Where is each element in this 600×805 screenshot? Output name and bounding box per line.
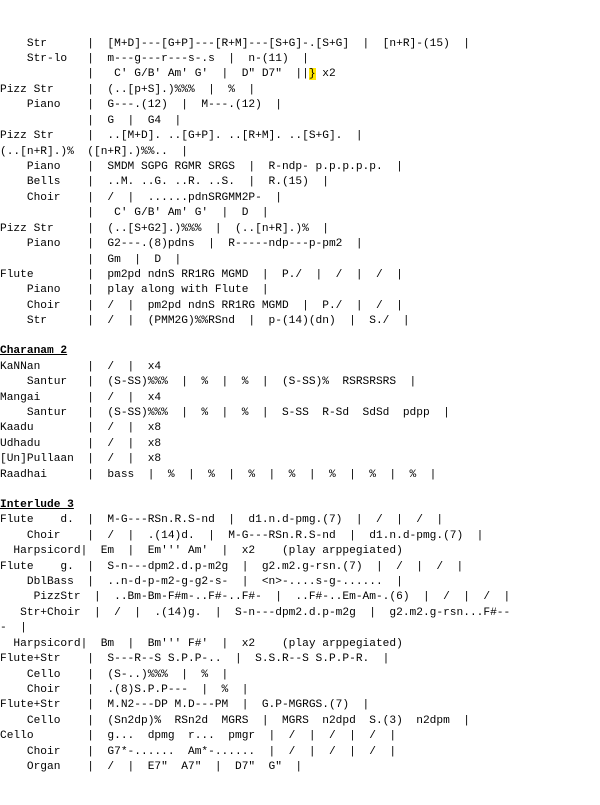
intro-line-with-highlight [0,68,336,81]
interlude-line: Str+Choir | / | .(14)g. | S-n---dpm2.d.p-m2g | g2.m2.g-rsn...F#-- [0,607,511,619]
interlude-line: Cello | g... dpmg r... pmgr | / | / | / | [0,730,397,742]
interlude-line: Flute g. | S-n---dpm2.d.p-m2g | g2.m2.g-rsn.(7) | / | / | [0,561,464,573]
intro-line: | Gm | D | [0,254,182,266]
charanam-line: Kaadu | / | x8 [0,422,162,434]
intro-line: Choir | / | pm2pd ndnS RR1RG MGMD | P./ | / | [0,300,403,312]
intro-line: Str-lo | m---g---r---s-.s | n-(11) | [0,53,309,65]
intro-line: Pizz Str | (..[S+G2].)%%% | (..[n+R].)% | [0,223,329,235]
section-heading-interlude-3: Interlude 3 [0,499,74,511]
charanam-line: Santur | (S-SS)%%% | % | % | (S-SS)% RSRSRSRS | [0,376,417,388]
intro-line: (..[n+R].)% ([n+R].)%%.. | [0,146,188,158]
intro-line: Pizz Str | ..[M+D]. ..[G+P]. ..[R+M]. ..[S+G]. | [0,130,363,142]
intro-line-text: | C' G/B' Am' G' | D" D7" || [0,68,309,80]
intro-line: Piano | play along with Flute | [0,284,269,296]
intro-line: Piano | G---.(12) | M---.(12) | [0,99,282,111]
intro-line: Str | [M+D]---[G+P]---[R+M]---[S+G]-.[S+G] | [n+R]-(15) | [0,38,470,50]
charanam-line: KaNNan | / | x4 [0,361,162,373]
interlude-line: Cello | (S-..)%%% | % | [0,669,229,681]
interlude-line: Choir | G7*-...... Am*-...... | / | / | / | [0,746,397,758]
interlude-line: PizzStr | ..Bm-Bm-F#m-..F#-..F#- | ..F#-..Em-Am-.(6) | / | / | [0,591,511,603]
interlude-line: Choir | .(8)S.P.P--- | % | [0,684,249,696]
section-heading-charanam-2: Charanam 2 [0,345,68,357]
interlude-line: DblBass | ..n-d-p-m2-g-g2-s- | <n>-....s-g-...... | [0,576,403,588]
intro-line: | C' G/B' Am' G' | D | [0,207,269,219]
interlude-line: Flute d. | M-G---RSn.R.S-nd | d1.n.d-pmg.(7) | / | / | [0,514,444,526]
interlude-line: - | [0,622,27,634]
charanam-line: Raadhai | bass | % | % | % | % | % | % | % | [0,469,437,481]
intro-line: Piano | SMDM SGPG RGMR SRGS | R-ndp- p.p.p.p.p. | [0,161,403,173]
interlude-line: Harpsicord| Em | Em''' Am' | x2 (play arppegiated) [0,545,403,557]
intro-line: Flute | pm2pd ndnS RR1RG MGMD | P./ | / | / | [0,269,403,281]
interlude-line: Organ | / | E7" A7" | D7" G" | [0,761,303,773]
intro-line: Bells | ..M. ..G. ..R. ..S. | R.(15) | [0,176,329,188]
intro-line: | G | G4 | [0,115,182,127]
repeat-suffix: x2 [315,68,336,80]
charanam-line: [Un]Pullaan | / | x8 [0,453,162,465]
interlude-line: Flute+Str | M.N2---DP M.D---PM | G.P-MGRGS.(7) | [0,699,370,711]
highlight-mark: } [308,68,316,80]
interlude-line: Flute+Str | S---R--S S.P.P-.. | S.S.R--S S.P.P-R. | [0,653,390,665]
interlude-line: Harpsicord| Bm | Bm''' F#' | x2 (play arppegiated) [0,638,403,650]
interlude-line: Choir | / | .(14)d. | M-G---RSn.R.S-nd | d1.n.d-pmg.(7) | [0,530,484,542]
intro-line: Str | / | (PMM2G)%%RSnd | p-(14)(dn) | S./ | [0,315,410,327]
intro-line: Piano | G2---.(8)pdns | R-----ndp---p-pm2 | [0,238,363,250]
interlude-line: Cello | (Sn2dp)% RSn2d MGRS | MGRS n2dpd S.(3) n2dpm | [0,715,470,727]
charanam-line: Udhadu | / | x8 [0,438,162,450]
charanam-line: Mangai | / | x4 [0,392,162,404]
charanam-line: Santur | (S-SS)%%% | % | % | S-SS R-Sd SdSd pdpp | [0,407,450,419]
intro-line: Choir | / | ......pdnSRGMM2P- | [0,192,282,204]
intro-line: Pizz Str | (..[p+S].)%%% | % | [0,84,256,96]
